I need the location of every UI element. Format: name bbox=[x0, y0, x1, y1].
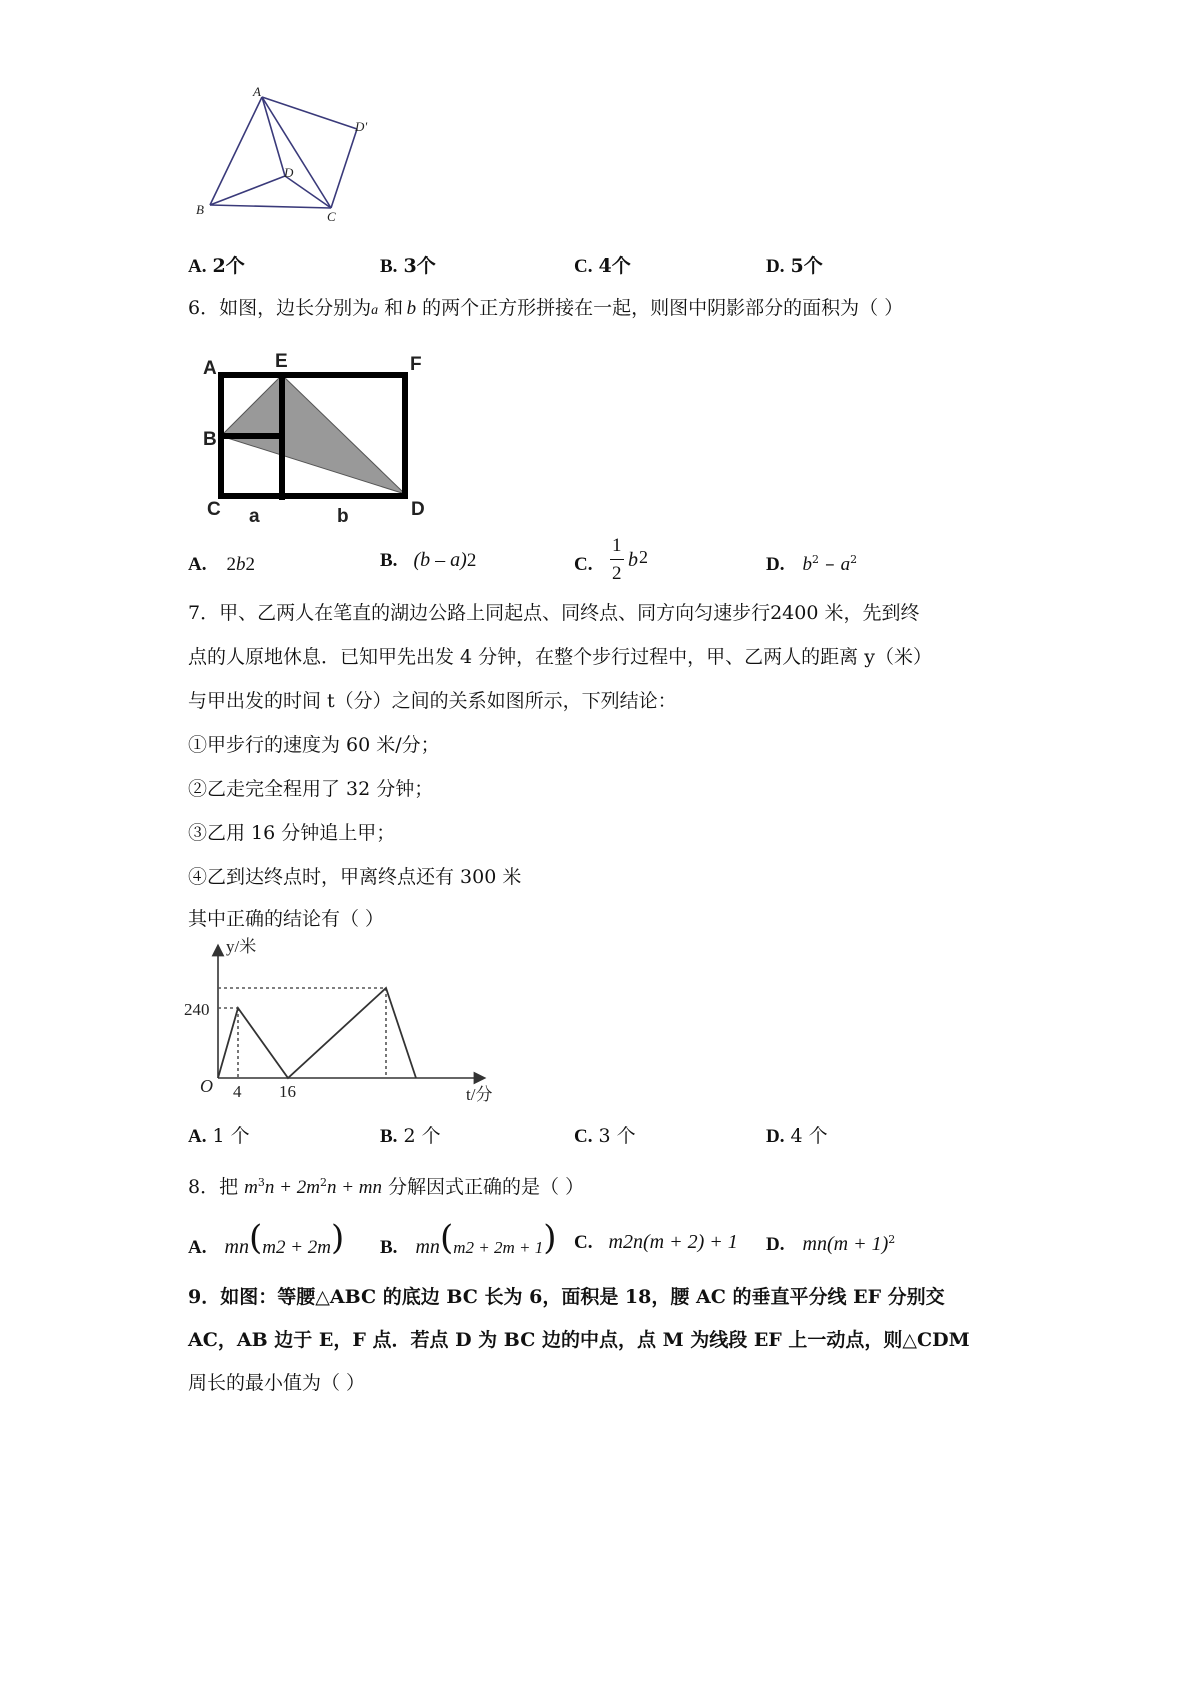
label-a: a bbox=[249, 506, 260, 527]
q7-option-b: B. 2 个 bbox=[380, 1125, 441, 1147]
origin-label: O bbox=[200, 1076, 213, 1096]
q7-line-1: 7．甲、乙两人在笔直的湖边公路上同起点、同终点、同方向匀速步行2400 米，先到终 bbox=[188, 602, 920, 624]
label-b: b bbox=[337, 506, 349, 527]
q8-option-c: C. m2n(m + 2) + 1 bbox=[574, 1231, 738, 1253]
q7-conclusion-3: ③乙用 16 分钟追上甲； bbox=[188, 822, 396, 844]
geometry-figure-quadrilateral bbox=[195, 85, 395, 235]
q8-option-b: B. mn(m2 + 2m + 1) bbox=[380, 1218, 557, 1258]
label-D-prime: D' bbox=[355, 119, 368, 134]
label-C: C bbox=[207, 499, 221, 520]
label-A: A bbox=[203, 358, 217, 379]
y-tick-240: 240 bbox=[184, 1000, 210, 1019]
x-tick-4: 4 bbox=[233, 1082, 242, 1101]
q7-question: 其中正确的结论有（ ） bbox=[188, 908, 385, 930]
q7-option-c: C. 3 个 bbox=[574, 1125, 636, 1147]
geometry-figure-squares bbox=[195, 350, 445, 530]
q8-option-d: D. $mn(m + 1)^2$ bbox=[766, 1233, 896, 1255]
q5-option-b: B. 3个 bbox=[380, 255, 436, 277]
q6-option-d: D. $b^2 - a^2$ bbox=[766, 553, 858, 575]
q6-option-b: B. (b – a)2 bbox=[380, 549, 477, 571]
q7-option-d: D. 4 个 bbox=[766, 1125, 828, 1147]
label-C: C bbox=[327, 209, 336, 224]
q8-option-a: A. mn(m2 + 2m) bbox=[188, 1218, 345, 1258]
x-axis-label: t/分 bbox=[466, 1085, 493, 1104]
label-F: F bbox=[410, 354, 422, 375]
q5-option-d: D. 5个 bbox=[766, 255, 823, 277]
q6-option-a: A. 2b2 bbox=[188, 554, 256, 575]
q8-stem: 8．把 $m^3n + 2m^2n$ + mn 分解因式正确的是（ ） bbox=[188, 1176, 585, 1198]
y-axis-label: y/米 bbox=[226, 937, 257, 956]
label-D: D bbox=[284, 165, 294, 180]
q6-option-c: C. 1 2 b 2 bbox=[574, 535, 648, 584]
q7-conclusion-4: ④乙到达终点时，甲离终点还有 300 米 bbox=[188, 866, 522, 888]
distance-time-graph bbox=[180, 935, 510, 1110]
label-B: B bbox=[196, 202, 204, 217]
label-B: B bbox=[203, 429, 217, 450]
q9-line-1: 9．如图：等腰△ABC 的底边 BC 长为 6，面积是 18，腰 AC 的垂直平分线 EF 分别交 bbox=[188, 1286, 945, 1308]
q7-conclusion-1: ①甲步行的速度为 60 米/分； bbox=[188, 734, 440, 756]
q5-option-c: C. 4个 bbox=[574, 255, 631, 277]
q9-line-2: AC，AB 边于 E，F 点．若点 D 为 BC 边的中点，点 M 为线段 EF 上一动点，则△CDM bbox=[188, 1329, 970, 1351]
q7-line-2: 点的人原地休息．已知甲先出发 4 分钟，在整个步行过程中，甲、乙两人的距离 y（米） bbox=[188, 646, 932, 668]
q7-conclusion-2: ②乙走完全程用了 32 分钟； bbox=[188, 778, 434, 800]
q6-stem: 6．如图，边长分别为a 和 b 的两个正方形拼接在一起，则图中阴影部分的面积为（ ） bbox=[188, 297, 904, 319]
label-A: A bbox=[253, 85, 261, 99]
q9-line-3: 周长的最小值为（ ） bbox=[188, 1372, 366, 1394]
x-tick-16: 16 bbox=[279, 1082, 296, 1101]
q7-option-a: A. 1 个 bbox=[188, 1125, 250, 1147]
q7-line-3: 与甲出发的时间 t（分）之间的关系如图所示，下列结论： bbox=[188, 690, 677, 712]
label-D: D bbox=[411, 499, 425, 520]
q5-option-a: A. 2个 bbox=[188, 255, 245, 277]
label-E: E bbox=[275, 351, 288, 372]
